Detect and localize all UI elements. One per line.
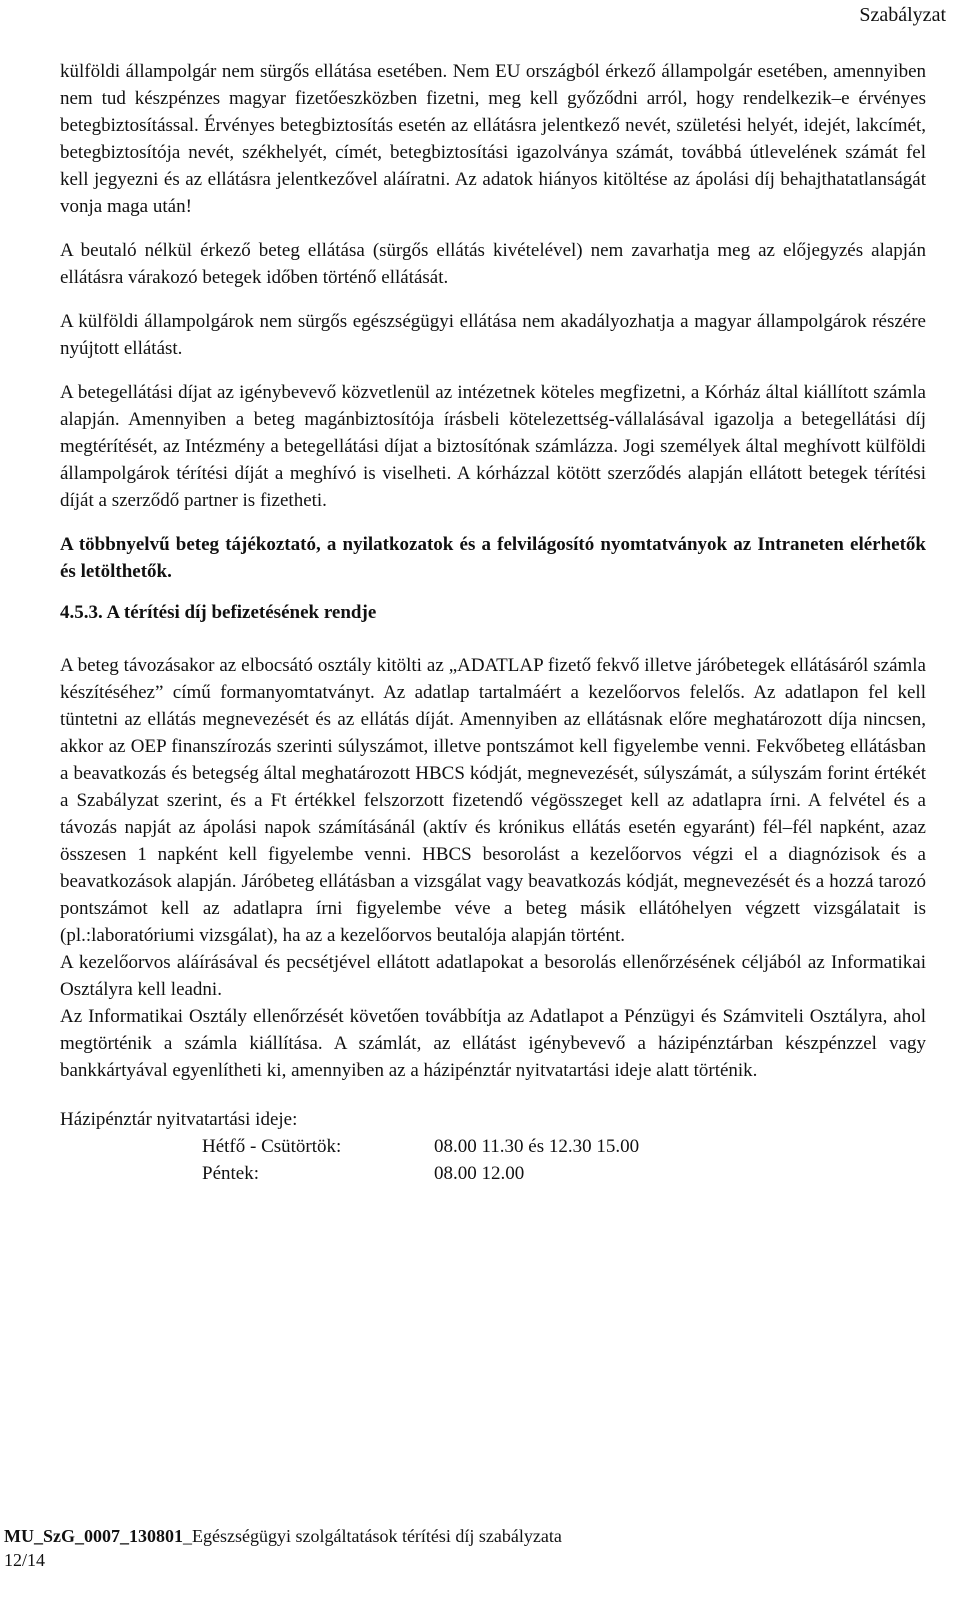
opening-hours-days: Hétfő - Csütörtök: xyxy=(202,1136,342,1157)
paragraph: A beteg távozásakor az elbocsátó osztály kitölti az „ADATLAP fizető fekvő illetve járóbetegek ellátásáról számla készítéséhez” című formanyomtatványt. Az adatlap tartalmáért a kezelőorvos felelős. Az adatlapon fel kell tüntetni az ellátás megnevezését és az ellátás díját. Amennyiben az ellátásnak előre meghatározott díja nincsen, akkor az OEP finanszírozás szerinti súlyszámot, illetve pontszámot kell figyelembe venni. Fekvőbeteg ellátásban a beavatkozás és betegség által meghatározott HBCS kódját, megnevezését, súlyszámát, a súlyszám forint értékét a Szabályzat szerint, és a Ft értékkel felszorzott fizetendő végösszeget kell az adatlapra írni. A felvétel és a távozás napját az ápolási napok számításánál (aktív és krónikus ellátás esetén egyaránt) fél–fél napként, azaz összesen 1 napként kell figyelembe venni. HBCS besorolást a kezelőorvos végzi el a diagnózisok és a beavatkozások alapján. Járóbeteg ellátásban a vizsgálat vagy beavatkozás kódját, megnevezését és a hozzá tarozó pontszámot kell az adatlapra írni figyelembe véve a beteg másik ellátóhelyen végzett vizsgálatait is (pl.:laboratóriumi vizsgálat), ha az a kezelőorvos beutalója alapján történt. xyxy=(60,655,926,946)
document-body xyxy=(60,58,926,1187)
header-title: Szabályzat xyxy=(859,4,946,26)
footer-document-id xyxy=(4,1524,562,1548)
section-heading: 4.5.3. A térítési díj befizetésének rendje xyxy=(60,602,377,623)
page-footer xyxy=(4,1524,562,1572)
paragraph: A kezelőorvos aláírásával és pecsétjével ellátott adatlapokat a besorolás ellenőrzésének céljából az Informatikai Osztályra kell leadni. xyxy=(60,952,926,1000)
footer-doc-code: MU_SzG_0007_130801 xyxy=(4,1526,183,1546)
paragraph: Az Informatikai Osztály ellenőrzését követően továbbítja az Adatlapot a Pénzügyi és Számviteli Osztályra, ahol megtörténik a számla kiállítása. A számlát, az ellátást igénybevevő a házipénztárban készpénzzel vagy bankkártyával egyenlítheti ki, amennyiben az a házipénztár nyitvatartási ideje alatt történik. xyxy=(60,1006,926,1081)
footer-doc-title: _Egészségügyi szolgáltatások térítési díj szabályzata xyxy=(183,1526,562,1546)
paragraph: A külföldi állampolgárok nem sürgős egészségügyi ellátása nem akadályozhatja a magyar állampolgárok részére nyújtott ellátást. xyxy=(60,311,926,359)
opening-hours-title: Házipénztár nyitvatartási ideje: xyxy=(60,1109,298,1130)
bold-notice-paragraph: A többnyelvű beteg tájékoztató, a nyilatkozatok és a felvilágosító nyomtatványok az Intraneten elérhetők és letölthetők. xyxy=(60,534,926,582)
paragraph: külföldi állampolgár nem sürgős ellátása esetében. Nem EU országból érkező állampolgár esetében, amennyiben nem tud készpénzes magyar fizetőeszközben fizetni, meg kell győződni arról, hogy rendelkezik–e érvényes betegbiztosítással. Érvényes betegbiztosítás esetén az ellátásra jelentkező nevét, születési helyét, idejét, lakcímét, betegbiztosítója nevét, székhelyét, címét, betegbiztosítási igazolványa számát, továbbá útlevelének számát fel kell jegyezni és az ellátásra jelentkezővel aláíratni. Az adatok hiányos kitöltése az ápolási díj behajthatatlanságát vonja maga után! xyxy=(60,61,926,217)
opening-hours-time: 08.00 11.30 és 12.30 15.00 xyxy=(434,1136,640,1157)
page-number: 12/14 xyxy=(4,1550,46,1570)
opening-hours-time: 08.00 12.00 xyxy=(434,1163,525,1184)
paragraph: A betegellátási díjat az igénybevevő közvetlenül az intézetnek köteles megfizetni, a Kórház által kiállított számla alapján. Amennyiben a beteg magánbiztosítója írásbeli kötelezettség-vállalásával igazolja a betegellátási díj megtérítését, az Intézmény a betegellátási díjat a biztosítónak számlázza. Jogi személyek által meghívott külföldi állampolgárok térítési díját a meghívó is viselheti. A kórházzal kötött szerződés alapján ellátott betegek térítési díját a szerződő partner is fizetheti. xyxy=(60,382,926,511)
opening-hours-days: Péntek: xyxy=(202,1163,259,1184)
opening-hours-row xyxy=(60,1133,926,1160)
opening-hours xyxy=(60,1106,926,1187)
opening-hours-row xyxy=(60,1160,926,1187)
paragraph: A beutaló nélkül érkező beteg ellátása (sürgős ellátás kivételével) nem zavarhatja meg az előjegyzés alapján ellátásra várakozó betegek időben történő ellátását. xyxy=(60,240,926,288)
